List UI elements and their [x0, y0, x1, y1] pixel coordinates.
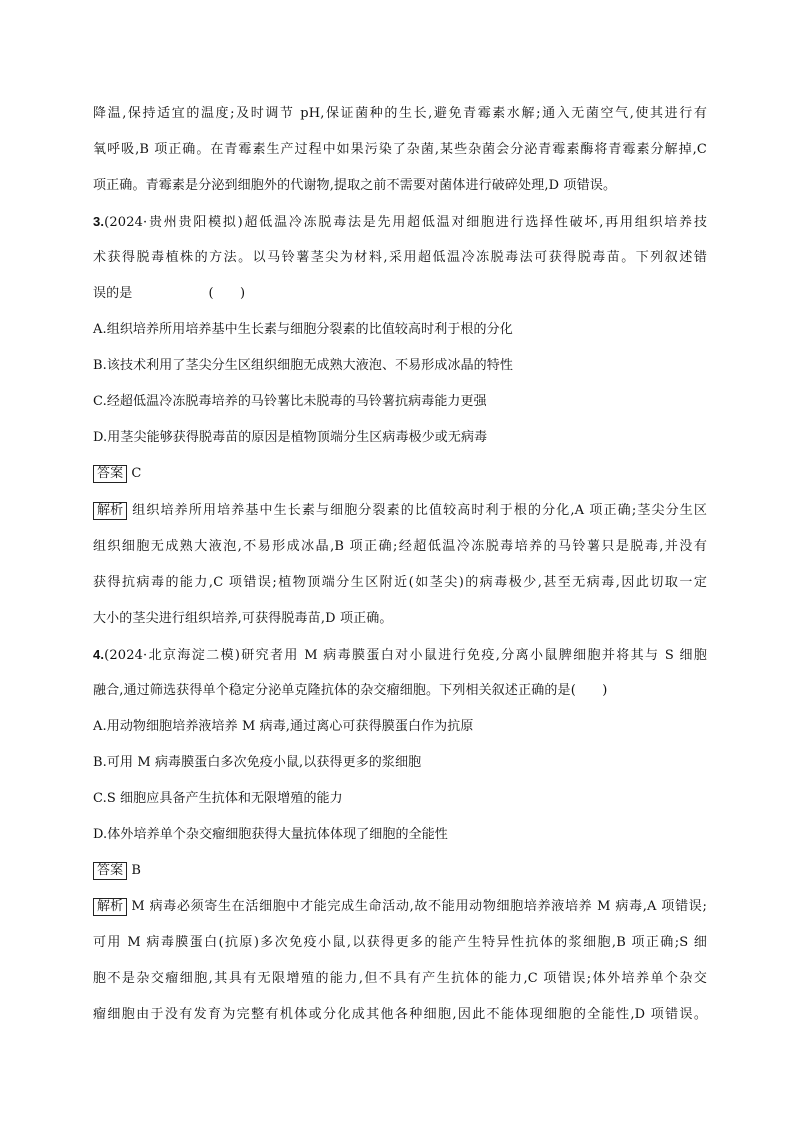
explanation-label-tag: 解析	[93, 502, 127, 520]
question-4-number: 4.	[93, 647, 105, 662]
question-4-option-a: A.用动物细胞培养液培养 M 病毒,通过离心可获得膜蛋白作为抗原	[93, 719, 474, 734]
question-4-stem-line-2	[93, 682, 607, 700]
question-4-answer	[93, 862, 141, 880]
question-3-option-a: A.组织培养所用培养基中生长素与细胞分裂素的比值较高时利于根的分化	[93, 322, 513, 337]
answer-label-tag: 答案	[93, 862, 127, 880]
question-4-explanation-line-1	[93, 898, 707, 916]
question-3-stem-line-2: 术获得脱毒植株的方法。以马铃薯茎尖为材料,采用超低温冷冻脱毒法可获得脱毒苗。下列叙述错	[93, 250, 707, 265]
question-3-answer-value: C	[131, 466, 142, 481]
question-3-option-d: D.用茎尖能够获得脱毒苗的原因是植物顶端分生区病毒极少或无病毒	[93, 430, 488, 445]
question-4-option-c: C.S 细胞应具备产生抗体和无限增殖的能力	[93, 791, 343, 806]
question-4-option-b: B.可用 M 病毒膜蛋白多次免疫小鼠,以获得更多的浆细胞	[93, 755, 422, 770]
question-3-stem-text-3: 误的是	[93, 286, 133, 301]
question-3-explanation-line-3: 获得抗病毒的能力,C 项错误;植物顶端分生区附近(如茎尖)的病毒极少,甚至无病毒,因此切取一定	[93, 575, 707, 590]
question-3-stem-line-3	[93, 285, 245, 303]
question-3-number: 3.	[93, 214, 105, 229]
question-3-stem-text-1: (2024·贵州贵阳模拟)超低温冷冻脱毒法是先用超低温对细胞进行选择性破坏,再用组织培养技	[104, 215, 707, 230]
continued-explanation-line-2: 氧呼吸,B 项正确。在青霉素生产过程中如果污染了杂菌,某些杂菌会分泌青霉素酶将青霉素分解掉,C	[93, 142, 707, 157]
question-3-answer	[93, 465, 141, 483]
question-4-explanation-line-4: 瘤细胞由于没有发育为完整有机体或分化成其他各种细胞,因此不能体现细胞的全能性,D 项错误。	[93, 1007, 707, 1022]
question-4-stem-line-1	[93, 646, 707, 665]
question-3-answer-bracket: ( )	[208, 286, 246, 301]
explanation-label-tag: 解析	[93, 898, 127, 916]
question-4-answer-bracket: ( )	[570, 683, 608, 698]
question-4-option-d: D.体外培养单个杂交瘤细胞获得大量抗体体现了细胞的全能性	[93, 827, 448, 842]
question-3-explanation-line-4: 大小的茎尖进行组织培养,可获得脱毒苗,D 项正确。	[93, 611, 393, 626]
question-4-explanation-text-1: M 病毒必须寄生在活细胞中才能完成生命活动,故不能用动物细胞培养液培养 M 病毒,A 项错误;	[131, 899, 707, 914]
answer-label-tag: 答案	[93, 465, 127, 483]
question-4-explanation-line-3: 胞不是杂交瘤细胞,其具有无限增殖的能力,但不具有产生抗体的能力,C 项错误;体外培养单个杂交	[93, 971, 707, 986]
question-3-explanation-line-1	[93, 502, 707, 520]
question-3-explanation-line-2: 组织细胞无成熟大液泡,不易形成冰晶,B 项正确;经超低温冷冻脱毒培养的马铃薯只是脱毒,并没有	[93, 539, 707, 554]
question-3-option-b: B.该技术利用了茎尖分生区组织细胞无成熟大液泡、不易形成冰晶的特性	[93, 358, 513, 373]
question-3-explanation-text-1: 组织培养所用培养基中生长素与细胞分裂素的比值较高时利于根的分化,A 项正确;茎尖分生区	[131, 503, 707, 518]
question-4-stem-text-2: 融合,通过筛选获得单个稳定分泌单克隆抗体的杂交瘤细胞。下列相关叙述正确的是	[93, 683, 571, 698]
question-3-option-c: C.经超低温冷冻脱毒培养的马铃薯比未脱毒的马铃薯抗病毒能力更强	[93, 394, 487, 409]
question-3-stem-line-1	[93, 213, 707, 232]
continued-explanation-line-1: 降温,保持适宜的温度;及时调节 pH,保证菌种的生长,避免青霉素水解;通入无菌空气,使其进行有	[93, 106, 707, 121]
question-4-stem-text-1: (2024·北京海淀二模)研究者用 M 病毒膜蛋白对小鼠进行免疫,分离小鼠脾细胞并将其与 S 细胞	[104, 648, 707, 663]
continued-explanation-line-3: 项正确。青霉素是分泌到细胞外的代谢物,提取之前不需要对菌体进行破碎处理,D 项错误。	[93, 178, 617, 193]
question-4-answer-value: B	[131, 863, 142, 878]
question-4-explanation-line-2: 可用 M 病毒膜蛋白(抗原)多次免疫小鼠,以获得更多的能产生特异性抗体的浆细胞,B 项正确;S 细	[93, 935, 707, 950]
